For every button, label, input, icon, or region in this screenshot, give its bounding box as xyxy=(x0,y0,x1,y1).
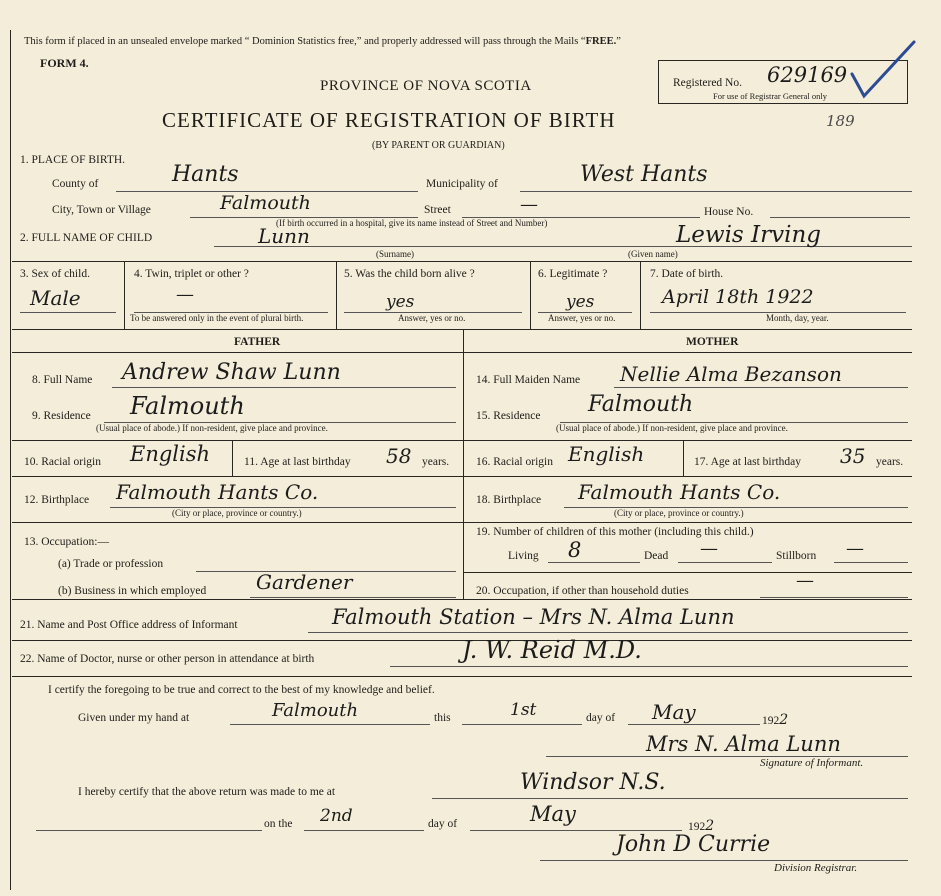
year-suffix: 2 xyxy=(779,712,789,728)
doctor-label: 22. Name of Doctor, nurse or other person in attendance at birth xyxy=(20,653,315,665)
children-label: 19. Number of children of this mother (including this child.) xyxy=(476,526,754,538)
registrar-caption: Division Registrar. xyxy=(774,862,858,874)
parents-bottom-line xyxy=(12,599,912,600)
left-margin-line xyxy=(10,30,11,890)
mother-birthplace-bottom xyxy=(463,522,912,523)
alive-label: 5. Was the child born alive ? xyxy=(344,268,475,280)
father-age-label: 11. Age at last birthday xyxy=(244,456,351,468)
twin-note: To be answered only in the event of plural birth. xyxy=(130,313,304,323)
father-racial-top xyxy=(12,440,463,441)
day-of-label: day of xyxy=(586,712,616,724)
dob-label: 7. Date of birth. xyxy=(650,268,724,280)
father-residence-label: 9. Residence xyxy=(32,410,91,422)
row3-divider-2 xyxy=(336,261,337,329)
registrar-signature: John D Currie xyxy=(616,832,771,857)
row3-divider-4 xyxy=(640,261,641,329)
street-label: Street xyxy=(424,204,451,216)
mother-birthplace-value: Falmouth Hants Co. xyxy=(578,480,781,504)
living-line xyxy=(548,562,640,563)
doctor-bottom xyxy=(12,676,912,677)
place-of-birth-label: 1. PLACE OF BIRTH. xyxy=(20,154,126,166)
child-surname: Lunn xyxy=(258,224,310,248)
county-value: Hants xyxy=(172,162,239,187)
hospital-note: (If birth occurred in a hospital, give its name instead of Street and Number) xyxy=(276,218,548,228)
informant-label: 21. Name and Post Office address of Informant xyxy=(20,619,238,631)
dead-line xyxy=(678,562,772,563)
father-birthplace-label: 12. Birthplace xyxy=(24,494,90,506)
mother-name-value: Nellie Alma Bezanson xyxy=(620,362,842,386)
mother-name-label: 14. Full Maiden Name xyxy=(476,374,581,386)
mother-occupation-label: 20. Occupation, if other than household duties xyxy=(476,585,689,597)
given-caption: (Given name) xyxy=(628,249,678,259)
mother-residence-label: 15. Residence xyxy=(476,410,541,422)
house-label: House No. xyxy=(704,206,754,218)
certify-year xyxy=(762,712,788,728)
certificate-title: CERTIFICATE OF REGISTRATION OF BIRTH xyxy=(162,108,616,132)
sex-line xyxy=(20,312,116,313)
municipality-label: Municipality of xyxy=(426,178,498,190)
given-place-value: Falmouth xyxy=(272,700,359,721)
doctor-value: J. W. Reid M.D. xyxy=(462,636,642,664)
legitimate-value: yes xyxy=(566,292,595,312)
registrar-day: 2nd xyxy=(320,806,353,826)
certify-day: 1st xyxy=(510,700,537,720)
mother-header: MOTHER xyxy=(686,336,739,348)
father-name-label: 8. Full Name xyxy=(32,374,93,386)
legitimate-label: 6. Legitimate ? xyxy=(538,268,608,280)
twin-value: — xyxy=(176,284,194,305)
registered-number: 629169 xyxy=(767,63,848,87)
business-label: (b) Business in which employed xyxy=(58,585,207,597)
sex-label: 3. Sex of child. xyxy=(20,268,90,280)
house-line xyxy=(770,217,910,218)
given-under-label: Given under my hand at xyxy=(78,712,190,724)
stillborn-line xyxy=(834,562,908,563)
stillborn-label: Stillborn xyxy=(776,550,817,562)
form-number: FORM 4. xyxy=(40,56,89,70)
child-given-name: Lewis Irving xyxy=(676,222,822,248)
certify-month: May xyxy=(652,700,696,724)
mother-racial-value: English xyxy=(568,442,645,466)
registrar-month: May xyxy=(530,802,576,826)
registrar-general-note: For use of Registrar General only xyxy=(713,91,828,101)
doctor-line xyxy=(390,666,908,667)
father-header: FATHER xyxy=(234,336,281,348)
twin-label: 4. Twin, triplet or other ? xyxy=(134,268,249,280)
dob-value: April 18th 1922 xyxy=(662,286,814,308)
father-racial-divider xyxy=(232,440,233,476)
check-mark-icon xyxy=(848,38,918,102)
father-birthplace-value: Falmouth Hants Co. xyxy=(116,480,319,504)
row3-divider-1 xyxy=(124,261,125,329)
row3-bottom-line xyxy=(12,329,912,330)
trade-label: (a) Trade or profession xyxy=(58,558,164,570)
street-value: — xyxy=(520,194,538,215)
dob-note: Month, day, year. xyxy=(766,313,829,323)
city-label: City, Town or Village xyxy=(52,204,151,216)
province-title: PROVINCE OF NOVA SCOTIA xyxy=(320,78,532,94)
mother-occupation-value: — xyxy=(796,570,814,591)
registered-label: Registered No. xyxy=(673,77,742,89)
month-line xyxy=(628,724,760,725)
parents-divider xyxy=(463,329,464,599)
mother-residence-value: Falmouth xyxy=(588,392,694,417)
mother-age-label: 17. Age at last birthday xyxy=(694,456,801,468)
certify-statement: I certify the foregoing to be true and correct to the best of my knowledge and belief. xyxy=(48,684,435,696)
mother-racial-bottom xyxy=(463,476,912,477)
municipality-line xyxy=(520,191,912,192)
mother-residence-note: (Usual place of abode.) If non-resident, give place and province. xyxy=(556,423,788,433)
father-racial-bottom xyxy=(12,476,463,477)
father-residence-value: Falmouth xyxy=(130,392,245,420)
alive-value: yes xyxy=(386,292,415,312)
informant-line xyxy=(308,632,908,633)
living-value: 8 xyxy=(568,538,582,562)
registrar-day-of-label: day of xyxy=(428,818,458,830)
sex-value: Male xyxy=(30,286,81,310)
mother-age-value: 35 xyxy=(840,444,866,468)
mother-years: years. xyxy=(876,456,904,468)
legitimate-note: Answer, yes or no. xyxy=(548,313,616,323)
given-place-line xyxy=(230,724,430,725)
father-years: years. xyxy=(422,456,450,468)
row3-divider-3 xyxy=(530,261,531,329)
parents-header-line xyxy=(12,352,912,353)
informant-signature-caption: Signature of Informant. xyxy=(760,757,864,769)
registrar-statement: I hereby certify that the above return was made to me at xyxy=(78,786,336,798)
mother-racial-label: 16. Racial origin xyxy=(476,456,553,468)
business-value: Gardener xyxy=(256,570,353,594)
father-name-value: Andrew Shaw Lunn xyxy=(122,360,341,385)
children-bottom xyxy=(463,572,912,573)
father-name-line xyxy=(112,387,456,388)
mother-occupation-line xyxy=(760,597,908,598)
living-label: Living xyxy=(508,550,539,562)
mother-birthplace-note: (City or place, province or country.) xyxy=(614,508,744,518)
on-the-label: on the xyxy=(264,818,293,830)
city-value: Falmouth xyxy=(220,192,311,214)
row3-top-line xyxy=(12,261,912,262)
registrar-on-lead-line xyxy=(36,830,262,831)
year-prefix: 192 xyxy=(762,715,780,727)
county-label: County of xyxy=(52,178,99,190)
this-label: this xyxy=(434,712,451,724)
registrar-day-line xyxy=(304,830,424,831)
registrar-year-prefix: 192 xyxy=(688,821,706,833)
registrar-signature-line xyxy=(540,860,908,861)
informant-value: Falmouth Station – Mrs N. Alma Lunn xyxy=(332,605,735,629)
father-occupation-label: 13. Occupation:— xyxy=(24,536,109,548)
municipality-value: West Hants xyxy=(580,162,708,187)
father-birthplace-note: (City or place, province or country.) xyxy=(172,508,302,518)
stillborn-value: — xyxy=(846,538,864,559)
dead-label: Dead xyxy=(644,550,669,562)
registrar-place-line xyxy=(432,798,908,799)
informant-signature: Mrs N. Alma Lunn xyxy=(646,732,841,756)
certificate-subtitle: (BY PARENT OR GUARDIAN) xyxy=(372,140,505,151)
registrar-place: Windsor N.S. xyxy=(520,770,666,795)
mother-name-line xyxy=(614,387,908,388)
mother-racial-divider xyxy=(683,440,684,476)
child-name-label: 2. FULL NAME OF CHILD xyxy=(20,232,153,244)
business-line xyxy=(250,597,456,598)
dead-value: — xyxy=(700,538,718,559)
father-birthplace-bottom xyxy=(12,522,463,523)
father-age-value: 58 xyxy=(386,444,412,468)
mail-notice: This form if placed in an unsealed envelope marked “ Dominion Statistics free,” and properly addressed will pass through the Mails “FREE.” xyxy=(24,36,621,47)
day-line xyxy=(462,724,582,725)
father-racial-label: 10. Racial origin xyxy=(24,456,101,468)
surname-caption: (Surname) xyxy=(376,249,414,259)
father-residence-note: (Usual place of abode.) If non-resident, give place and province. xyxy=(96,423,328,433)
margin-mark: 189 xyxy=(826,112,855,130)
registrar-month-line xyxy=(470,830,682,831)
registrar-year-suffix: 2 xyxy=(705,818,715,834)
father-racial-value: English xyxy=(130,442,211,466)
mother-racial-top xyxy=(463,440,912,441)
alive-note: Answer, yes or no. xyxy=(398,313,466,323)
mother-birthplace-label: 18. Birthplace xyxy=(476,494,542,506)
